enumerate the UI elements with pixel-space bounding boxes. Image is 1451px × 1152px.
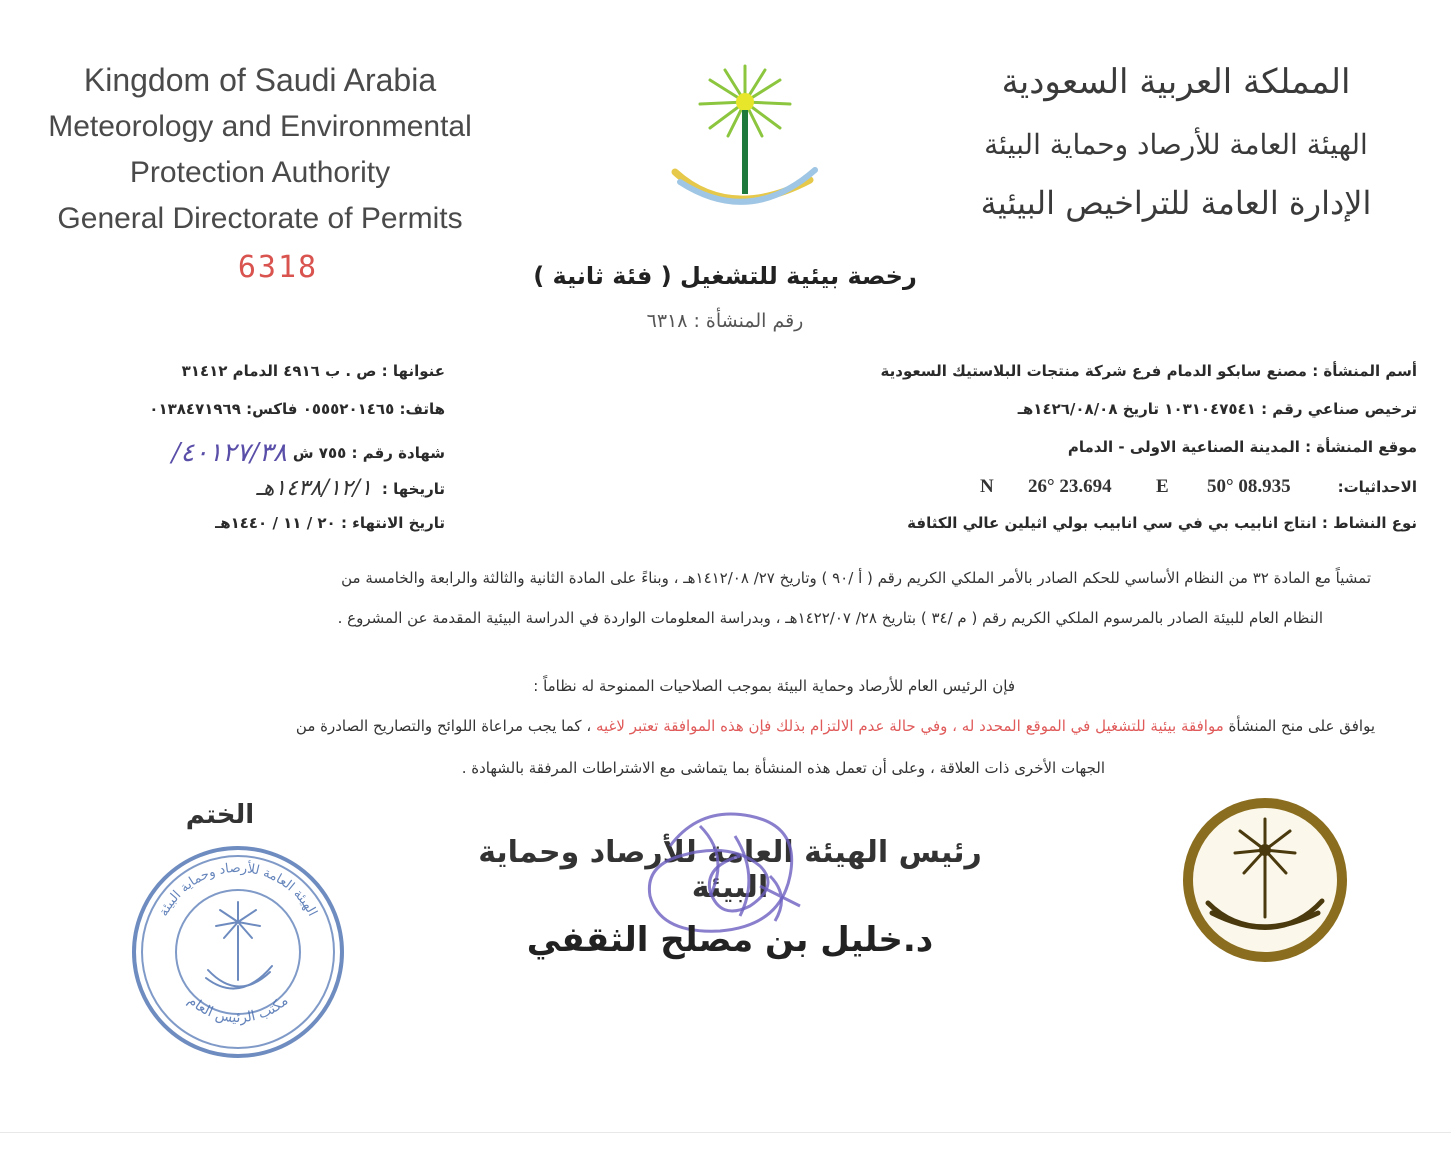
gold-seal-emblem-icon xyxy=(1180,795,1350,965)
header-ar-line-1: المملكة العربية السعودية xyxy=(1001,62,1351,102)
facility-number: رقم المنشأة : ٦٣١٨ xyxy=(646,310,804,332)
stamp-label: الختم xyxy=(185,800,255,830)
longitude-value: 50° 08.935 xyxy=(1207,476,1291,497)
certificate-label: شهادة رقم : ٧٥٥ ش xyxy=(292,444,445,462)
longitude-direction: E xyxy=(1156,476,1169,497)
signatory-title: رئيس الهيئة العامة للأرصاد وحماية البيئة xyxy=(478,835,982,905)
document-title: رخصة بيئية للتشغيل ( فئة ثانية ) xyxy=(533,262,917,290)
certificate-number xyxy=(172,438,445,468)
phone-fax: هاتف: ٠٥٥٥٢٠١٤٦٥ فاكس: ٠١٣٨٤٧١٩٦٩ xyxy=(149,400,445,418)
scan-edge-divider xyxy=(0,1132,1451,1133)
svg-text:مكتب الرئيس العام xyxy=(185,993,292,1027)
decision-line-2: الجهات الأخرى ذات العلاقة ، وعلى أن تعمل هذه المنشأة بما يتماشى مع الاشتراطات المرفقة بالشهادة . xyxy=(461,759,1105,777)
decision-line-1 xyxy=(30,716,1375,736)
preamble-line-2: النظام العام للبيئة الصادر بالمرسوم الملكي الكريم رقم ( م /٣٤ ) بتاريخ ٢٨/ ١٤٢٢/٠٧هـ ، وبدراسة المعلومات الواردة في الدراسة البيئية المقدمة عن المشروع . xyxy=(337,609,1323,627)
preamble-line-1: تمشياً مع المادة ٣٢ من النظام الأساسي للحكم الصادر بالأمر الملكي الكريم رقم ( أ /٩٠ ) وتاريخ ٢٧/ ١٤١٢/٠٨هـ ، وبناءً على المادة الثانية والثالثة والرابعة والخامسة من xyxy=(341,569,1371,587)
stamp-bottom-text: مكتب الرئيس العام xyxy=(184,992,292,1027)
facility-location: موقع المنشأة : المدينة الصناعية الاولى - الدمام xyxy=(1067,438,1417,456)
issue-date xyxy=(256,476,445,501)
expiry-date: تاريخ الانتهاء : ٢٠ / ١١ / ١٤٤٠هـ xyxy=(215,514,445,532)
latitude-direction: N xyxy=(980,476,994,497)
header-ar-line-2: الهيئة العامة للأرصاد وحماية البيئة xyxy=(984,128,1368,161)
issue-date-label: تاريخها : xyxy=(381,479,445,498)
facility-address: عنوانها : ص . ب ٤٩١٦ الدمام ٣١٤١٢ xyxy=(181,362,445,380)
issue-date-value: ١٤٣٨/١٢/١هـ xyxy=(256,476,372,501)
document-number: 6318 xyxy=(237,250,319,285)
industrial-license: ترخيص صناعي رقم : ١٠٣١٠٤٧٥٤١ تاريخ ١٤٢٦/٠٨/٠٨هـ xyxy=(1017,400,1417,418)
decision-line-1-end: ، كما يجب مراعاة اللوائح والتصاريح الصادرة من xyxy=(295,717,592,735)
stamp-palm-icon xyxy=(206,902,272,989)
official-stamp xyxy=(128,842,348,1062)
decision-red-text: موافقة بيئية للتشغيل في الموقع المحدد له ، وفي حالة عدم الالتزام بذلك فإن هذه الموافقة تعتبر لاغيه xyxy=(595,717,1224,735)
certificate-handwritten: ٤٠١٢٧/٣٨/ xyxy=(171,438,287,468)
header-en-line-1: Kingdom of Saudi Arabia xyxy=(83,62,437,98)
header-en-line-4: General Directorate of Permits xyxy=(57,202,463,235)
facility-name: أسم المنشأة : مصنع سابكو الدمام فرع شركة منتجات البلاستيك السعودية xyxy=(880,362,1417,380)
palm-swords-emblem-icon xyxy=(670,62,820,227)
header-en-line-2: Meteorology and Environmental xyxy=(48,110,472,143)
header-ar-line-3: الإدارة العامة للتراخيص البيئية xyxy=(980,184,1372,222)
activity-type: نوع النشاط : انتاج انابيب بي في سي انابيب بولي اثيلين عالي الكثافة xyxy=(907,514,1417,532)
coords-label: الاحداثيات: xyxy=(1337,478,1417,496)
latitude-value: 26° 23.694 xyxy=(1028,476,1112,497)
decision-intro: فإن الرئيس العام للأرصاد وحماية البيئة بموجب الصلاحيات الممنوحة له نظاماً : xyxy=(533,677,1015,695)
decision-line-1-start: يوافق على منح المنشأة xyxy=(1228,717,1375,735)
header-en-line-3: Protection Authority xyxy=(129,156,391,189)
signatory-name: د.خليل بن مصلح الثقفي xyxy=(526,920,934,960)
stamp-ring-text: الهيئة العامة للأرصاد وحماية البيئة xyxy=(156,860,320,919)
